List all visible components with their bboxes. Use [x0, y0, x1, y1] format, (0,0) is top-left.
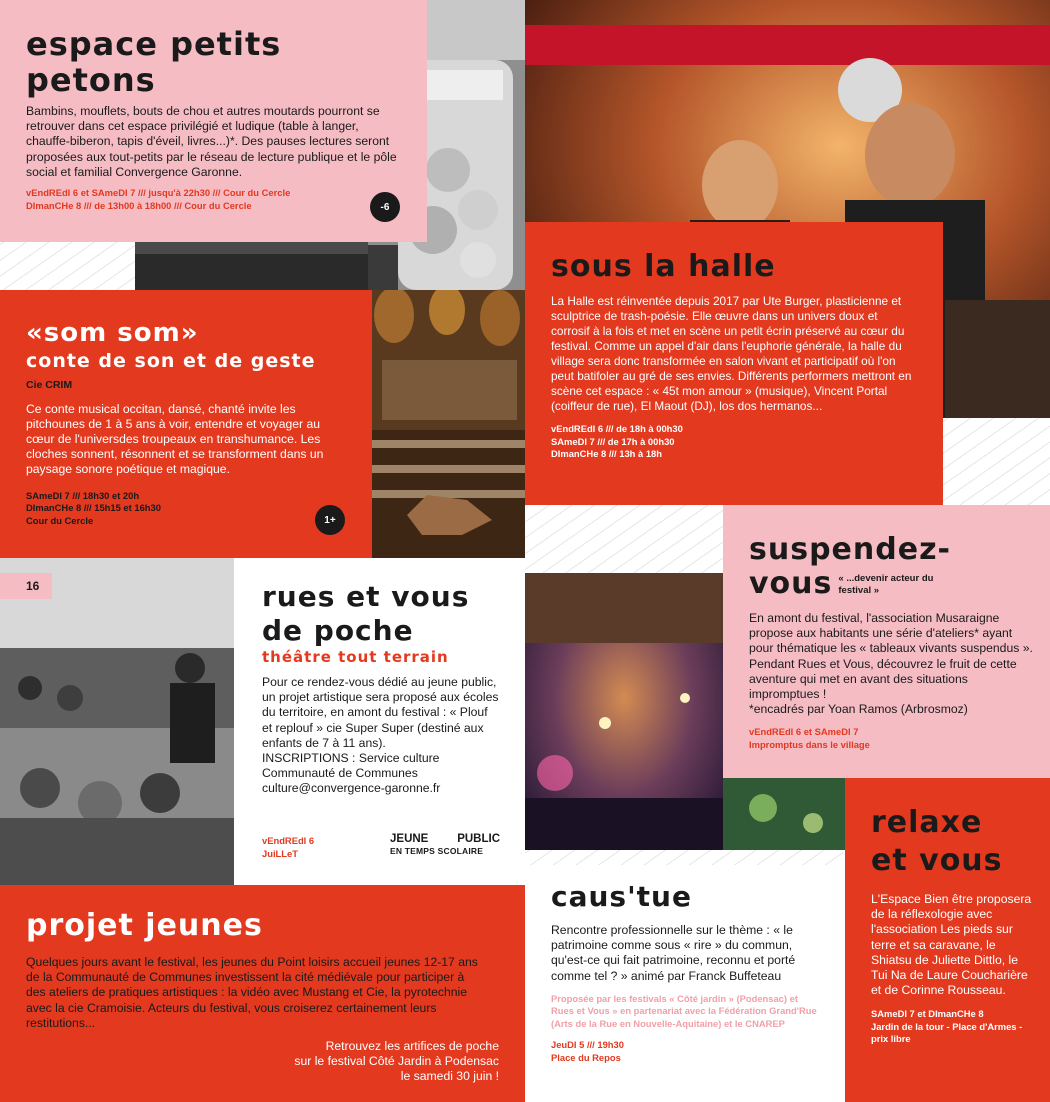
partners-text: Proposée par les festivals « Côté jardin » (Podensac) et Rues et Vous » en partenariat avec la Fédération Grand'Rue (Arts de la Rue en Nouvelle-Aquitaine) et le CNAREP	[551, 992, 817, 1029]
age-badge: 1+	[315, 505, 345, 535]
schedule-line: vEndREdI 6 /// de 18h à 00h30	[551, 423, 683, 434]
section-title: sous la halle	[551, 249, 776, 284]
company-name: Cie CRIM	[26, 379, 73, 391]
schedule-line: DImanCHe 8 /// 13h à 18h	[551, 448, 662, 459]
schedule-line: DImanCHe 8 /// de 13h00 à 18h00 /// Cour du Cercle	[26, 199, 252, 211]
photo-kids-crowd	[0, 558, 234, 885]
date-line: vEndREdI 6	[262, 835, 315, 846]
section-title: relaxe	[871, 805, 983, 840]
page-number: 16	[0, 573, 52, 599]
badge-subline: EN TEMPS SCOLAIRE	[390, 846, 484, 856]
section-petits-petons	[0, 0, 427, 242]
schedule-line: SAmeDI 7 /// de 17h à 00h30	[551, 435, 675, 447]
date-line: JuiLLeT	[262, 847, 298, 859]
note-line: Retrouvez les artifices de poche	[325, 1039, 499, 1054]
section-tagline: « ...devenir acteur du festival »	[838, 573, 934, 596]
schedule-line: JeuDI 5 /// 19h30	[551, 1039, 624, 1051]
badge-word: PUBLIC	[457, 833, 500, 845]
section-title: «som som»	[26, 318, 199, 348]
section-body: La Halle est réinventée depuis 2017 par Ute Burger, plasticienne et sculptrice de trash-poésie. Elle œuvre dans un univers doux et corrosif à la fois et met en scène un petit écrin préservé au cœur du festival. Comme un appel d'air dans l'euphorie générale, la halle du village sera donc transformée en salon vivant et participatif où l'on peut batifoler au gré de ses envies. Différents performers mettront en scène cet espace : « 45t mon amour » (musique), Vincent Portal (coiffeur de rue), El Maout (DJ), los dos hermanos...	[551, 294, 912, 413]
schedule-line: SAmeDI 7 et DImanCHe 8	[871, 1008, 984, 1020]
schedule-line: Cour du Cercle	[26, 514, 94, 526]
section-title: projet jeunes	[26, 908, 263, 943]
note-line: sur le festival Côté Jardin à Podensac	[294, 1054, 499, 1069]
schedule-line: Place du Repos	[551, 1051, 621, 1063]
schedule-line: Jardin de la tour - Place d'Armes - prix libre	[871, 1020, 1023, 1045]
note-line: le samedi 30 juin !	[400, 1069, 499, 1084]
badge-word: JEUNE	[390, 833, 429, 845]
section-subtitle: conte de son et de geste	[26, 350, 316, 372]
section-subtitle: théâtre tout terrain	[262, 648, 449, 666]
inscriptions-text: INSCRIPTIONS : Service culture Communauté de Communes culture@convergence-garonne.fr	[262, 751, 441, 796]
photo-lights-party	[525, 573, 723, 850]
section-som-som	[0, 290, 372, 558]
section-body: En amont du festival, l'association Musaraigne propose aux habitants une série d'ateliers* ayant pour thématique les « tableaux vivants suspendus ». Pendant Rues et Vous, découvrez le fruit de cette aventure qui met en avant des situations impromptues !	[749, 611, 1033, 702]
section-title: vous	[749, 566, 833, 601]
section-rues-de-poche	[234, 558, 525, 885]
schedule-line: Impromptus dans le village	[749, 738, 870, 750]
schedule-line: DImanCHe 8 /// 15h15 et 16h30	[26, 502, 161, 514]
section-title: rues et vous	[262, 580, 470, 613]
schedule-line: vEndREdI 6 et SAmeDI 7	[749, 726, 859, 738]
section-body: Rencontre professionnelle sur le thème : « le patrimoine comme sous « rire » du commun, qu'est-ce qui fait patrimoine, reconnu et porté comme tel ? » animé par Franck Buffeteau	[551, 923, 796, 983]
section-body: Quelques jours avant le festival, les jeunes du Point loisirs accueil jeunes 12-17 ans de la Communauté de Communes investissent la cité médiévale pour participer à des ateliers de pratiques artistiques : la vidéo avec Mustang et Cie, la pyrotechnie avec la cie Cramoisie. Acteurs du festival, vous croiserez certainement leurs restitutions...	[26, 955, 478, 1030]
section-title: caus'tue	[551, 880, 692, 913]
section-body: Ce conte musical occitan, dansé, chanté invite les pitchounes de 1 à 5 ans à voir, entendre et voyager au cœur de l'universdes troupeaux en transhumance. Les cloches sonnent, résonnent et se transforment dans un paysage sonore poétique et magique.	[26, 401, 324, 477]
section-note: *encadrés par Yoan Ramos (Arbrosmoz)	[749, 702, 968, 717]
section-title: suspendez-	[749, 532, 951, 567]
section-title: et vous	[871, 843, 1003, 878]
section-sous-la-halle	[525, 222, 943, 505]
note-block	[26, 1039, 499, 1085]
section-title: espace petits petons	[26, 25, 282, 99]
photo-dark-strip	[135, 242, 368, 290]
age-badge: -6	[370, 192, 400, 222]
stripe-band-mid	[525, 505, 725, 573]
section-relaxe	[845, 778, 1050, 1102]
section-projet-jeunes	[0, 885, 525, 1102]
section-title: de poche	[262, 614, 414, 647]
stripe-band-left	[0, 242, 140, 290]
date-block	[262, 835, 314, 860]
section-suspendez	[723, 505, 1050, 778]
section-body: L'Espace Bien être proposera de la réflexologie avec l'association Les pieds sur terre et sa caravane, le Shiatsu de Juliette Dittlo, le Tui Na de Laure Coucharière et de Corinne Rousseau.	[871, 892, 1032, 998]
schedule-line: SAmeDI 7 /// 18h30 et 20h	[26, 489, 140, 501]
jeune-public-badge	[390, 833, 500, 857]
photo-cowbells	[372, 290, 525, 558]
section-body: Bambins, mouflets, bouts de chou et autres moutards pourront se retrouver dans cet espace privilégié et ludique (table à langer, chauffe-biberon, tapis d'éveil, livres...)*. Des pauses lectures seront proposées aux tout-petits par le réseau de lecture publique et le pôle social et familial Convergence Garonne.	[26, 104, 397, 179]
section-caus-tue	[525, 865, 843, 1102]
schedule-line: vEndREdI 6 et SAmeDI 7 /// jusqu'à 22h30 /// Cour du Cercle	[26, 187, 291, 199]
stripe-band-right	[943, 418, 1050, 506]
section-body: Pour ce rendez-vous dédié au jeune public, un projet artistique sera proposé aux écoles du territoire, en amont du festival : « Plouf et replouf » cie Super Super (destiné aux enfants de 7 à 11 ans).	[262, 675, 499, 750]
photo-green-lights	[723, 778, 845, 850]
